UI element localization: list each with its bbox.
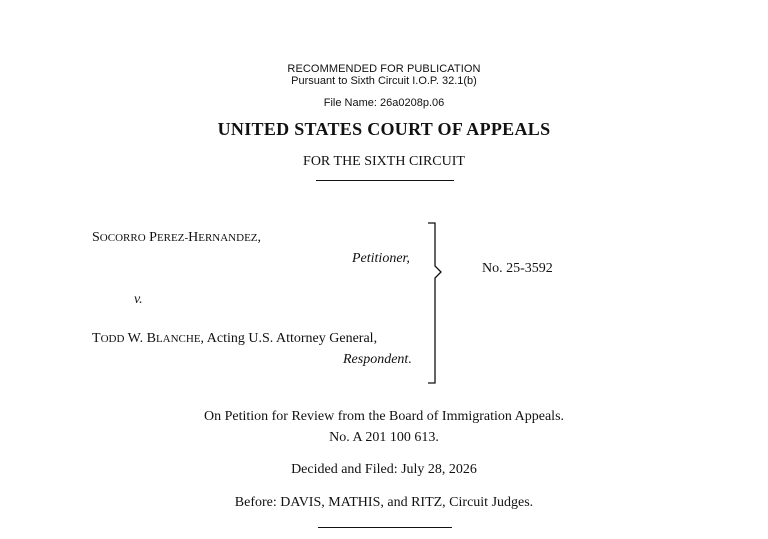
court-title: UNITED STATES COURT OF APPEALS xyxy=(217,119,551,139)
case-number: No. 25-3592 xyxy=(482,261,553,276)
caption-brace xyxy=(424,222,448,386)
panel-judges: Before: DAVIS, MATHIS, and RITZ, Circuit Judges. xyxy=(234,495,534,510)
agency-number: No. A 201 100 613. xyxy=(329,430,439,445)
petitioner-role: Petitioner, xyxy=(352,251,410,266)
footer-divider xyxy=(318,527,452,528)
respondent-role: Respondent. xyxy=(343,352,412,367)
decided-date: Decided and Filed: July 28, 2026 xyxy=(291,462,477,477)
circuit-name: FOR THE SIXTH CIRCUIT xyxy=(303,154,465,169)
file-name: File Name: 26a0208p.06 xyxy=(323,97,445,109)
versus: v. xyxy=(134,292,143,307)
publication-status: RECOMMENDED FOR PUBLICATION xyxy=(287,63,481,75)
header-divider xyxy=(316,180,454,181)
petition-description: On Petition for Review from the Board of Immigration Appeals. xyxy=(203,409,565,424)
respondent-name: TODD W. BLANCHE, Acting U.S. Attorney General, xyxy=(92,331,378,346)
petitioner-name: SOCORRO PEREZ-HERNANDEZ, xyxy=(92,230,262,245)
publication-rule: Pursuant to Sixth Circuit I.O.P. 32.1(b) xyxy=(291,75,477,87)
